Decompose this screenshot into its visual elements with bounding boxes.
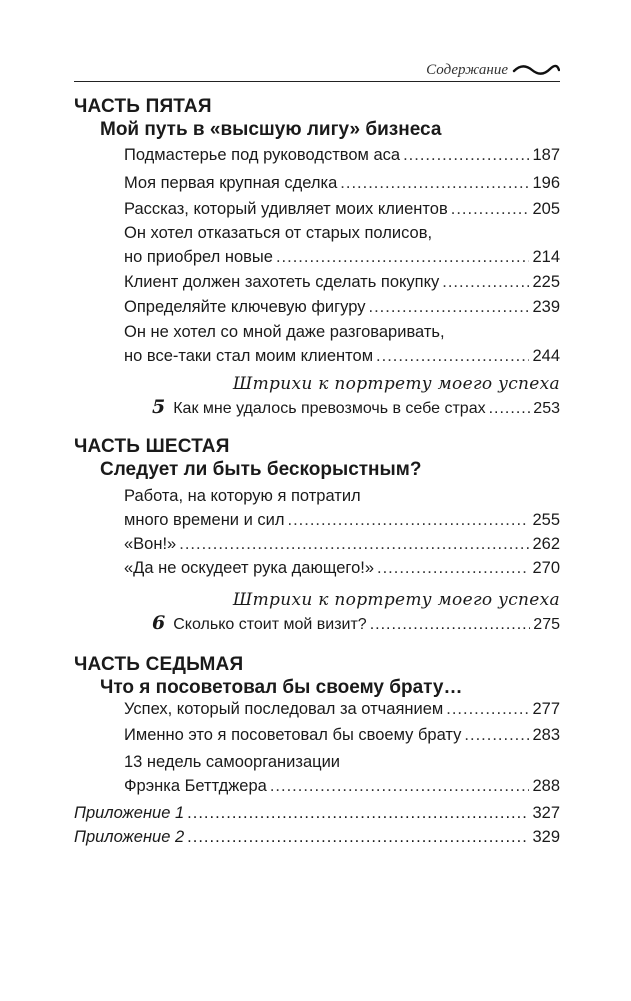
leader-dots — [403, 143, 529, 167]
part-number: ЧАСТЬ ШЕСТАЯ — [74, 436, 230, 457]
entry-title-cont: но приобрел новые — [124, 248, 273, 266]
page-number: 275 — [533, 616, 560, 633]
toc-entry[interactable] — [124, 197, 560, 221]
leader-dots — [442, 270, 529, 294]
entry-title: Сколько стоит мой визит? — [173, 616, 367, 633]
appendix-label: Приложение 1 — [74, 804, 185, 822]
leader-dots — [464, 723, 529, 747]
swash-ornament-icon — [512, 63, 560, 77]
leader-dots — [489, 398, 531, 420]
page-number: 255 — [532, 511, 560, 529]
leader-dots — [179, 532, 529, 556]
leader-dots — [377, 556, 529, 580]
page-number: 283 — [532, 726, 560, 744]
entry-title: Успех, который последовал за отчаянием — [124, 700, 444, 718]
leader-dots — [288, 508, 530, 532]
strokes-number: 5 — [152, 396, 166, 418]
entry-title-cont: Фрэнка Беттджера — [124, 777, 267, 795]
strokes-block[interactable] — [152, 372, 560, 420]
entry-title: Рассказ, который удивляет моих клиентов — [124, 200, 448, 218]
toc-entry[interactable] — [124, 484, 560, 532]
entry-title: «Да не оскудеет рука дающего!» — [124, 559, 375, 577]
strokes-heading: Штрихи к портрету моего успеха — [232, 374, 560, 394]
entry-title: «Вон!» — [124, 535, 177, 553]
entry-title: Именно это я посоветовал бы своему брату — [124, 726, 462, 744]
part-title: Следует ли быть бескорыстным? — [100, 459, 422, 480]
page-number: 214 — [532, 248, 560, 266]
leader-dots — [270, 774, 530, 798]
entry-title: Подмастерье под руководством аса — [124, 146, 401, 164]
entry-title-cont: но все-таки стал моим клиентом — [124, 347, 374, 365]
page-number: 196 — [532, 174, 560, 192]
part-number: ЧАСТЬ ПЯТАЯ — [74, 96, 212, 117]
strokes-number: 6 — [152, 612, 166, 634]
page-number: 277 — [532, 700, 560, 718]
toc-entry[interactable] — [124, 295, 560, 319]
part-heading — [74, 436, 560, 482]
toc-entry[interactable] — [124, 143, 560, 167]
part-heading — [74, 96, 560, 142]
page-number: 329 — [532, 828, 560, 846]
leader-dots — [446, 697, 529, 721]
leader-dots — [187, 826, 529, 848]
entry-title: 13 недель самоорганизации — [124, 753, 341, 771]
entry-title: Он хотел отказаться от старых полисов, — [124, 224, 433, 242]
page-number: 239 — [532, 298, 560, 316]
strokes-heading: Штрихи к портрету моего успеха — [232, 590, 560, 610]
page-number: 187 — [532, 146, 560, 164]
entry-title: Клиент должен захотеть сделать покупку — [124, 273, 440, 291]
page-number: 253 — [533, 400, 560, 417]
page-number: 205 — [532, 200, 560, 218]
page-number: 288 — [532, 777, 560, 795]
leader-dots — [451, 197, 530, 221]
part-number: ЧАСТЬ СЕДЬМАЯ — [74, 654, 244, 675]
entry-title-cont: много времени и сил — [124, 511, 285, 529]
entry-title: Моя первая крупная сделка — [124, 174, 338, 192]
running-header — [74, 60, 560, 82]
leader-dots — [370, 614, 531, 636]
entry-title: Работа, на которую я потратил — [124, 487, 361, 505]
entry-title: Как мне удалось превозмочь в себе страх — [173, 400, 486, 417]
toc-entry[interactable] — [124, 532, 560, 556]
strokes-block[interactable] — [152, 588, 560, 636]
toc-entry[interactable] — [124, 171, 560, 195]
page-number: 270 — [532, 559, 560, 577]
appendix-entry[interactable] — [74, 802, 560, 824]
leader-dots — [376, 344, 529, 368]
leader-dots — [187, 802, 529, 824]
part-title: Мой путь в «высшую лигу» бизнеса — [100, 119, 442, 140]
toc-entry[interactable] — [124, 556, 560, 580]
part-title: Что я посоветовал бы своему брату… — [100, 677, 463, 698]
toc-entry[interactable] — [124, 221, 560, 269]
leader-dots — [368, 295, 529, 319]
part-heading — [74, 654, 560, 700]
page-number: 244 — [532, 347, 560, 365]
page-number: 262 — [532, 535, 560, 553]
page-number: 225 — [532, 273, 560, 291]
entry-title: Он не хотел со мной даже разговаривать, — [124, 323, 445, 341]
appendix-label: Приложение 2 — [74, 828, 185, 846]
leader-dots — [340, 171, 529, 195]
toc-entry[interactable] — [124, 750, 560, 798]
entry-title: Определяйте ключевую фигуру — [124, 298, 366, 316]
leader-dots — [276, 245, 530, 269]
appendix-entry[interactable] — [74, 826, 560, 848]
toc-entry[interactable] — [124, 320, 560, 368]
running-header-text: Содержание — [426, 62, 508, 78]
toc-entry[interactable] — [124, 723, 560, 747]
toc-entry[interactable] — [124, 270, 560, 294]
page-number: 327 — [532, 804, 560, 822]
toc-entry[interactable] — [124, 697, 560, 721]
header-rule — [74, 81, 560, 82]
